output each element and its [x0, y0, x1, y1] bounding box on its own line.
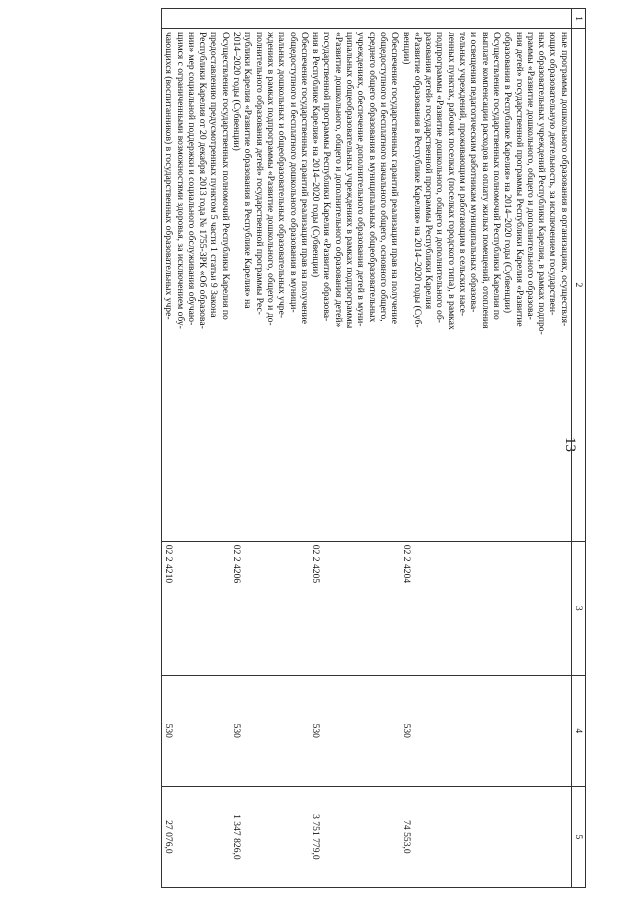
description-line: ния детей» государственной программы Республики Карелия «Развитие: [513, 31, 525, 327]
description-line: Республики Карелия от 20 декабря 2013 года № 1755-ЗРК «Об образова-: [197, 31, 209, 329]
target-code: 02 2 4205: [310, 544, 322, 584]
description-line: общедоступного и бесплатного начального общего, основного общего,: [377, 31, 389, 322]
description-line: Осуществление государственных полномочий Республики Карелия по: [219, 31, 231, 320]
amount-value: 1 347 826,0: [231, 814, 243, 860]
description-line: граммы «Развитие дошкольного, общего и дополнительного образова-: [524, 31, 536, 320]
value-column: [163, 679, 570, 783]
table-body-row: [161, 9, 571, 888]
value-column: [163, 790, 570, 884]
header-col-1: 1: [571, 9, 585, 29]
description-line: «Развитие дошкольного, общего и дополнительного образования детей»: [332, 31, 344, 328]
amount-cell: [161, 786, 571, 887]
description-line: полнительного образования детей» государственной программы Рес-: [253, 31, 265, 315]
expense-type: 530: [400, 723, 412, 738]
description-line: образования в Республике Карелия» на 2014–2020 годы (Субвенции): [502, 31, 514, 314]
description-line: общедоступного и бесплатного дошкольного образования в муници-: [287, 31, 299, 313]
description-cell: [161, 28, 571, 541]
expense-type: 530: [231, 723, 243, 738]
header-col-4: 4: [571, 675, 585, 786]
value-column: [163, 545, 570, 672]
expense-type-cell: [161, 675, 571, 786]
description-line: публики Карелия «Развитие образования в Республике Карелия» на: [242, 31, 254, 309]
page-number: 13: [562, 437, 578, 452]
description-line: ждениях в рамках подпрограммы «Развитие дошкольного, общего и до-: [264, 31, 276, 326]
description-line: и освещения педагогическим работникам муниципальных образова-: [468, 31, 480, 313]
description-line: подпрограммы «Развитие дошкольного, общего и дополнительного об-: [434, 31, 446, 323]
description-line: ленных пунктах, рабочих поселках (поселках городского типа), в рамках: [445, 31, 457, 330]
description-line: щимся с ограниченными возможностями здоровья, за исключением обу-: [174, 31, 186, 329]
row-description: [400, 32, 502, 538]
row-description: [231, 32, 310, 538]
target-code: 02 2 4204: [400, 544, 412, 584]
description-line: Осуществление государственных полномочий Республики Карелия по: [490, 31, 502, 320]
description-line: ципальных общеобразовательных учреждениях в рамках подпрограммы: [344, 31, 356, 329]
col1-cell: [161, 9, 571, 29]
description-line: пальных дошкольных и общеобразовательных образовательных учре-: [276, 31, 288, 319]
header-col-3: 3: [571, 541, 585, 675]
description-line: нии» мер социальной поддержки и социального обслуживания обучаю-: [185, 31, 197, 326]
table-header-row: [571, 9, 585, 888]
description-line: тельных учреждений, проживающим и работающим в сельских насе-: [457, 31, 469, 317]
amount-value: 74 553,0: [400, 820, 412, 854]
rotated-table-page: [53, 8, 586, 888]
description-line: ния в Республике Карелия» на 2014–2020 годы (Субвенции): [310, 31, 322, 278]
row-description: [310, 32, 400, 538]
row-description: [163, 32, 231, 538]
description-line: Обеспечение государственных гарантий реализации прав на получение: [298, 31, 310, 325]
target-code: 02 2 4206: [231, 544, 243, 584]
budget-table: [161, 8, 586, 888]
description-line: ющих образовательную деятельность, за исключением государствен-: [547, 31, 559, 316]
description-line: государственной программы Республики Карелия «Развитие образова-: [321, 31, 333, 322]
description-line: «Развитие образования в Республике Карелия» на 2014–2020 годы (Суб-: [411, 31, 423, 328]
description-line: ные программы дошкольного образования в организациях, осуществля-: [558, 31, 570, 327]
description-line: предоставлению предусмотренных пунктом 5 части 1 статьи 9 Закона: [208, 31, 220, 318]
amount-value: 27 076,0: [163, 820, 175, 854]
amount-value: 3 751 779,0: [310, 814, 322, 860]
header-col-2: 2: [571, 28, 585, 541]
target-code: 02 2 4210: [163, 544, 175, 584]
expense-type: 530: [310, 723, 322, 738]
header-col-5: 5: [571, 786, 585, 887]
description-line: разования детей» государственной программы Республики Карелия: [423, 31, 435, 310]
description-line: среднего общего образования в муниципальных общеобразовательных: [366, 31, 378, 323]
target-article-cell: [161, 541, 571, 675]
expense-type: 530: [163, 723, 175, 738]
description-line: чающихся (воспитанников) в государственных образовательных учре-: [163, 31, 175, 320]
description-line: учреждениях, обеспечение дополнительного образования детей в муни-: [355, 31, 367, 327]
description-line: выплате компенсации расходов на оплату жилых помещений, отопления: [479, 31, 491, 329]
description-line: венции): [400, 31, 412, 65]
description-line: Обеспечение государственных гарантий реализации прав на получение: [389, 31, 401, 325]
row-description: [502, 32, 570, 538]
description-line: 2014–2020 годы (Субвенции): [231, 31, 243, 151]
description-line: ных образовательных учреждений Республики Карелия, в рамках подпро-: [536, 31, 548, 335]
